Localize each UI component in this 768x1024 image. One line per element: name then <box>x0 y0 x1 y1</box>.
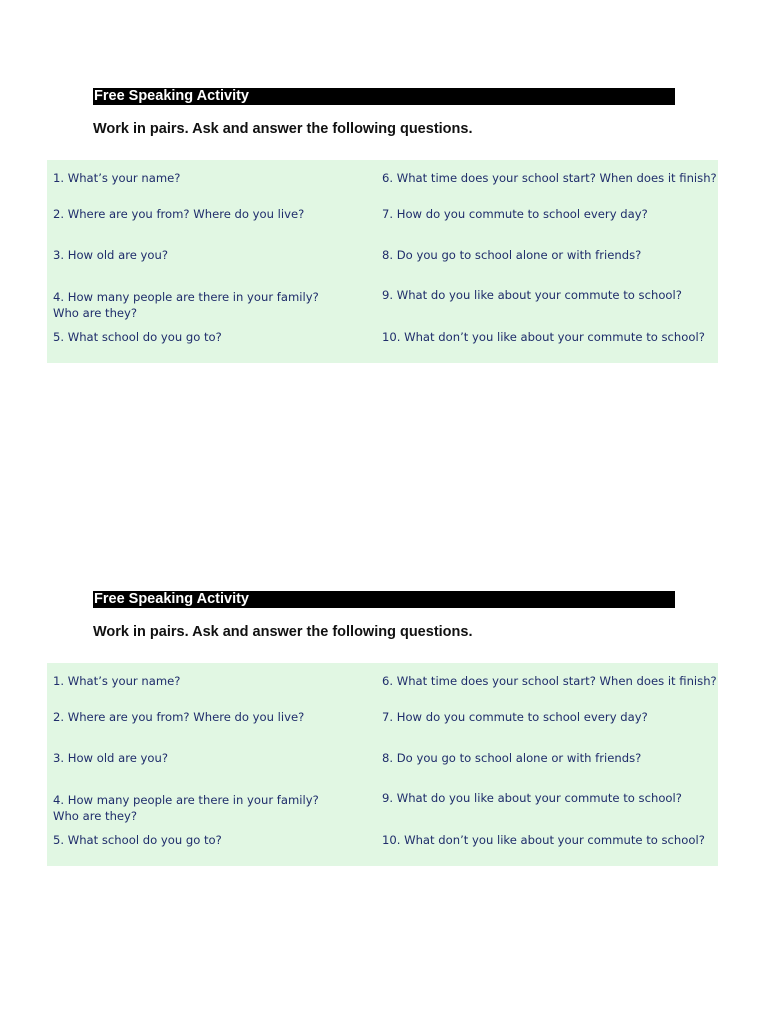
question-9: 9. What do you like about your commute to school? <box>382 791 682 805</box>
question-10: 10. What don’t you like about your commute to school? <box>382 330 705 344</box>
question-4 <box>53 289 319 321</box>
question-5: 5. What school do you go to? <box>53 833 222 847</box>
question-3: 3. How old are you? <box>53 248 168 262</box>
question-1: 1. What’s your name? <box>53 171 181 185</box>
questions-panel <box>47 160 718 363</box>
question-6: 6. What time does your school start? When does it finish? <box>382 674 717 688</box>
activity-title-bar: Free Speaking Activity <box>93 88 675 105</box>
question-4 <box>53 792 319 824</box>
worksheet-1 <box>0 0 768 344</box>
instructions-text: Work in pairs. Ask and answer the following questions. <box>93 121 473 137</box>
activity-title-bar: Free Speaking Activity <box>93 591 675 608</box>
question-9: 9. What do you like about your commute to school? <box>382 288 682 302</box>
question-3: 3. How old are you? <box>53 751 168 765</box>
question-4-line-2: Who are they? <box>53 306 138 320</box>
worksheet-2 <box>0 503 768 847</box>
question-4-line-2: Who are they? <box>53 809 138 823</box>
question-2: 2. Where are you from? Where do you live? <box>53 207 305 221</box>
question-5: 5. What school do you go to? <box>53 330 222 344</box>
instructions-text: Work in pairs. Ask and answer the following questions. <box>93 624 473 640</box>
question-4-line-1: 4. How many people are there in your family? <box>53 793 319 807</box>
question-8: 8. Do you go to school alone or with friends? <box>382 751 642 765</box>
question-8: 8. Do you go to school alone or with friends? <box>382 248 642 262</box>
question-7: 7. How do you commute to school every day? <box>382 710 648 724</box>
questions-panel <box>47 663 718 866</box>
question-10: 10. What don’t you like about your commute to school? <box>382 833 705 847</box>
question-4-line-1: 4. How many people are there in your family? <box>53 290 319 304</box>
question-1: 1. What’s your name? <box>53 674 181 688</box>
question-6: 6. What time does your school start? When does it finish? <box>382 171 717 185</box>
question-2: 2. Where are you from? Where do you live? <box>53 710 305 724</box>
question-7: 7. How do you commute to school every day? <box>382 207 648 221</box>
